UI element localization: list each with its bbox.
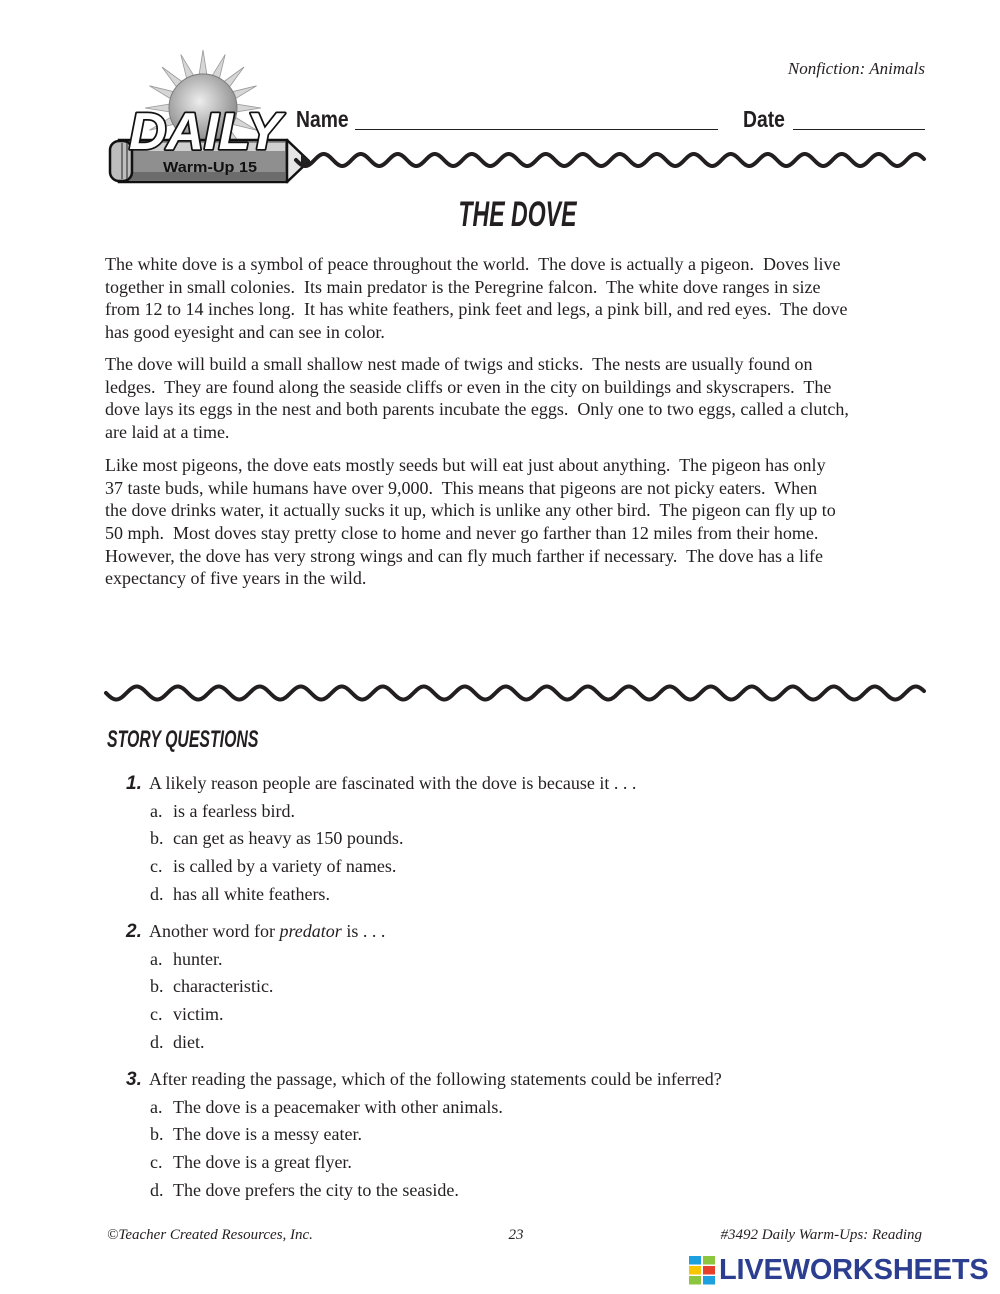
answer-option-d[interactable]: [0, 1029, 1000, 1057]
logo-block: [703, 1256, 715, 1265]
question-prompt: After reading the passage, which of the following statements could be inferred?: [149, 1069, 722, 1089]
passage-line: expectancy of five years in the wild.: [105, 568, 367, 589]
passage-line: has good eyesight and can see in color.: [105, 322, 385, 343]
question-number: 1.: [126, 773, 142, 794]
logo-block: [703, 1266, 715, 1275]
question-3: [0, 1066, 1000, 1204]
passage-line: dove lays its eggs in the nest and both parents incubate the eggs. Only one to two eggs, called a clutch,: [105, 399, 849, 420]
story-questions-heading: STORY QUESTIONS: [107, 726, 259, 753]
title-container: [317, 195, 717, 235]
question-prompt-line: [0, 918, 1000, 946]
option-letter: c.: [150, 1004, 163, 1025]
logo-block: [689, 1266, 701, 1275]
footer-book-title: #3492 Daily Warm-Ups: Reading: [720, 1227, 922, 1243]
prompt-text: Another word for: [149, 921, 280, 941]
answer-option-b[interactable]: [0, 973, 1000, 1001]
wavy-line: [296, 154, 924, 166]
option-text: characteristic.: [173, 976, 274, 997]
passage-line: from 12 to 14 inches long. It has white feathers, pink feet and legs, a pink bill, and red eyes. The dove: [105, 299, 848, 320]
answer-option-b[interactable]: [0, 1121, 1000, 1149]
option-letter: b.: [150, 1124, 164, 1145]
question-2: [0, 918, 1000, 1056]
option-letter: d.: [150, 883, 164, 904]
date-label: Date: [743, 106, 785, 132]
question-prompt-line: [0, 1066, 1000, 1094]
answer-option-a[interactable]: [0, 798, 1000, 826]
wavy-line: [106, 687, 924, 700]
logo-block: [703, 1276, 715, 1285]
passage-line: together in small colonies. Its main predator is the Peregrine falcon. The white dove ranges in size: [105, 276, 821, 297]
option-letter: b.: [150, 828, 164, 849]
name-field[interactable]: [355, 128, 718, 130]
header-wavy-divider: [290, 148, 930, 172]
question-prompt: [149, 918, 385, 946]
date-field[interactable]: [793, 128, 925, 130]
answer-option-d[interactable]: [0, 1177, 1000, 1205]
option-letter: c.: [150, 1152, 163, 1173]
answer-option-a[interactable]: [0, 946, 1000, 974]
question-number: 3.: [126, 1069, 142, 1090]
option-text: The dove is a peacemaker with other animals.: [173, 1096, 503, 1117]
option-text: The dove prefers the city to the seaside.: [173, 1179, 459, 1200]
passage-line: the dove drinks water, it actually sucks it up, which is unlike any other bird. The pigeon can fly up to: [105, 500, 836, 521]
question-prompt: A likely reason people are fascinated with the dove is because it . . .: [149, 773, 637, 793]
answer-option-b[interactable]: [0, 825, 1000, 853]
option-text: diet.: [173, 1031, 205, 1052]
daily-warmup-logo: [105, 50, 315, 190]
option-text: has all white feathers.: [173, 883, 330, 904]
option-text: hunter.: [173, 948, 223, 969]
logo-subtitle: Warm-Up 15: [163, 159, 257, 176]
passage-line: The dove will build a small shallow nest made of twigs and sticks. The nests are usually found on: [105, 354, 813, 374]
liveworksheets-text: LIVEWORKSHEETS: [719, 1254, 989, 1286]
option-letter: b.: [150, 976, 164, 997]
passage-line: Like most pigeons, the dove eats mostly seeds but will eat just about anything. The pigeon has only: [105, 455, 826, 475]
answer-option-d[interactable]: [0, 881, 1000, 909]
option-text: The dove is a great flyer.: [173, 1152, 352, 1173]
prompt-text: is . . .: [341, 921, 386, 941]
sun-ray: [199, 50, 207, 75]
question-prompt-line: [0, 770, 1000, 798]
category-label: Nonfiction: Animals: [787, 59, 925, 78]
passage-line: ledges. They are found along the seaside cliffs or even in the city on buildings and skyscrapers. The: [105, 376, 832, 397]
question-number: 2.: [126, 921, 142, 942]
passage-paragraph-3: [105, 454, 836, 590]
logo-word: DAILY: [129, 103, 286, 161]
liveworksheets-logo-icon: [688, 1255, 716, 1285]
question-1: [0, 770, 1000, 908]
passage-line: are laid at a time.: [105, 422, 230, 443]
passage-line: 37 taste buds, while humans have over 9,000. This means that pigeons are not picky eaters. When: [105, 477, 818, 498]
answer-option-a[interactable]: [0, 1094, 1000, 1122]
footer-page-number: 23: [508, 1227, 524, 1243]
section-wavy-divider: [100, 680, 930, 706]
option-text: is a fearless bird.: [173, 800, 295, 821]
passage-paragraph-1: [105, 253, 847, 344]
option-letter: a.: [150, 1096, 163, 1117]
page-title: THE DOVE: [457, 195, 577, 234]
name-label: Name: [296, 106, 349, 132]
footer-copyright: ©Teacher Created Resources, Inc.: [107, 1227, 313, 1243]
option-text: can get as heavy as 150 pounds.: [173, 828, 404, 849]
passage-line: 50 mph. Most doves stay pretty close to home and never go farther than 12 miles from their home.: [105, 523, 819, 544]
liveworksheets-watermark[interactable]: [688, 1254, 989, 1286]
logo-block: [689, 1256, 701, 1265]
passage-line: The white dove is a symbol of peace throughout the world. The dove is actually a pigeon. Doves live: [105, 254, 841, 274]
answer-option-c[interactable]: [0, 1149, 1000, 1177]
passage-line: However, the dove has very strong wings and can fly much farther if necessary. The dove has a life: [105, 545, 824, 566]
option-letter: d.: [150, 1031, 164, 1052]
option-text: is called by a variety of names.: [173, 856, 397, 877]
logo-block: [689, 1276, 701, 1285]
answer-option-c[interactable]: [0, 853, 1000, 881]
option-text: victim.: [173, 1004, 224, 1025]
option-text: The dove is a messy eater.: [173, 1124, 362, 1145]
option-letter: a.: [150, 948, 163, 969]
option-letter: a.: [150, 800, 163, 821]
passage-paragraph-2: [105, 353, 849, 444]
prompt-emphasis: predator: [279, 921, 342, 941]
option-letter: d.: [150, 1179, 164, 1200]
answer-option-c[interactable]: [0, 1001, 1000, 1029]
option-letter: c.: [150, 856, 163, 877]
